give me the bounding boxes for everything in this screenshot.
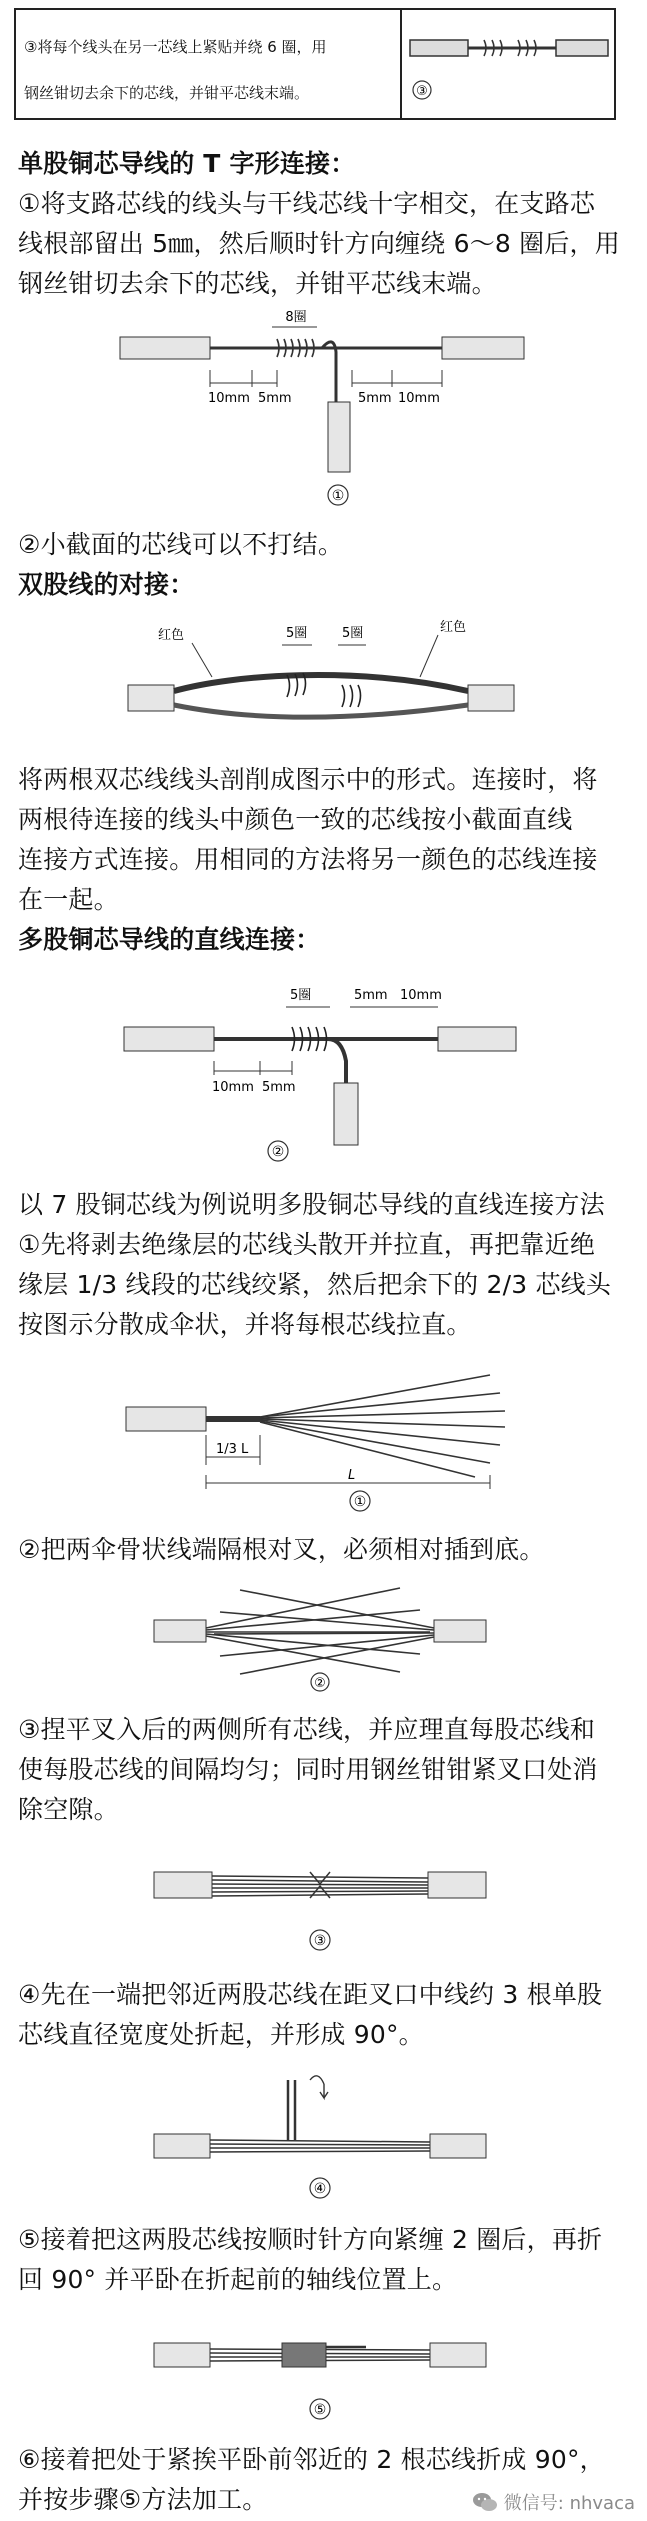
t-joint-step2: ②小截面的芯线可以不打结。 <box>18 530 344 559</box>
twin-wire-5turns-b: 5圈 <box>342 626 364 641</box>
t-joint-10mm-left: 10mm <box>208 391 250 406</box>
umbrella-third-label: 1/3 L <box>216 1442 249 1457</box>
multi-step2: ②把两伞骨状线端隔根对叉，必须相对插到底。 <box>18 1535 545 1564</box>
bend-up-fig-number: ④ <box>313 2181 327 2197</box>
wechat-icon <box>472 2491 498 2513</box>
t-joint-turns-label: 8圈 <box>285 310 307 325</box>
multi-joint-10mm-bottom: 10mm <box>212 1080 254 1095</box>
step-three-line-2: 钢丝钳切去余下的芯线，并钳平芯线末端。 <box>24 84 310 102</box>
multi-strand-intro: 以 7 股铜芯线为例说明多股铜芯导线的直线连接方法 <box>18 1190 605 1219</box>
multi-strand-joint-figure <box>120 965 520 1165</box>
twin-wire-text-line-3: 连接方式连接。用相同的方法将另一颜色的芯线连接 <box>18 845 598 874</box>
multi-strand-heading: 多股铜芯导线的直线连接： <box>18 925 321 954</box>
step-three-box <box>14 8 616 120</box>
multi-step6-line-2: 并按步骤⑤方法加工。 <box>18 2485 268 2514</box>
box-divider <box>400 10 402 118</box>
twin-wire-5turns-a: 5圈 <box>286 626 308 641</box>
multi-step5-line-1: ⑤接着把这两股芯线按顺时针方向紧缠 2 圈后，再折 <box>18 2225 603 2254</box>
multi-joint-5mm-top: 5mm <box>354 988 388 1003</box>
step-three-line-1: ③将每个线头在另一芯线上紧贴并绕 6 圈，用 <box>24 38 327 56</box>
t-joint-fig-number: ① <box>331 488 345 504</box>
multi-step1-line-3: 按图示分散成伞状，并将每根芯线拉直。 <box>18 1310 472 1339</box>
watermark-text: 微信号: nhvaca <box>503 2493 635 2514</box>
twin-wire-text-line-2: 两根待连接的线头中颜色一致的芯线按小截面直线 <box>18 805 573 834</box>
multi-step3-line-1: ③捏平叉入后的两侧所有芯线，并应理直每股芯线和 <box>18 1715 596 1744</box>
t-joint-5mm-right: 5mm <box>358 391 392 406</box>
umbrella-L-label: L <box>348 1468 356 1483</box>
multi-step4-line-2: 芯线直径宽度处折起，并形成 90°。 <box>18 2020 424 2049</box>
multi-step1-line-1: ①先将剥去绝缘层的芯线头散开并拉直，再把靠近绝 <box>18 1230 596 1259</box>
t-joint-step1-line-3: 钢丝钳切去余下的芯线，并钳平芯线末端。 <box>18 269 497 298</box>
pinch-flat-fig-number: ③ <box>313 1933 327 1949</box>
t-joint-10mm-right: 10mm <box>398 391 440 406</box>
multi-step5-line-2: 回 90° 并平卧在折起前的轴线位置上。 <box>18 2265 458 2294</box>
twin-wire-red-right: 红色 <box>440 620 467 635</box>
twin-wire-figure <box>122 605 522 740</box>
step-three-text <box>24 24 396 116</box>
multi-joint-5mm-bottom: 5mm <box>262 1080 296 1095</box>
multi-joint-5turns: 5圈 <box>290 988 312 1003</box>
wrap-two-turns-fig-number: ⑤ <box>313 2402 327 2418</box>
twin-wire-text-line-1: 将两根双芯线线头剖削成图示中的形式。连接时，将 <box>18 765 598 794</box>
multi-step4-line-1: ④先在一端把邻近两股芯线在距叉口中线约 3 根单股 <box>18 1980 603 2009</box>
t-joint-heading: 单股铜芯导线的 T 字形连接： <box>18 149 356 178</box>
interlace-fig-number: ② <box>314 1676 326 1691</box>
t-joint-step1-line-2: 线根部留出 5㎜，然后顺时针方向缠绕 6～8 圈后，用 <box>18 229 620 258</box>
pinch-flat-figure <box>150 1850 490 1960</box>
t-joint-5mm-left: 5mm <box>258 391 292 406</box>
multi-step1-line-2: 缘层 1/3 线段的芯线绞紧，然后把余下的 2/3 芯线头 <box>18 1270 612 1299</box>
multi-step6-line-1: ⑥接着把处于紧挨平卧前邻近的 2 根芯线折成 90°， <box>18 2445 605 2474</box>
step-three-fig-number: ③ <box>416 84 428 99</box>
twin-wire-red-left: 红色 <box>158 628 185 643</box>
multi-step3-line-2: 使每股芯线的间隔均匀；同时用钢丝钳钳紧叉口处消 <box>18 1755 598 1784</box>
bend-up-figure <box>150 2060 490 2205</box>
twin-wire-text-line-4: 在一起。 <box>18 885 119 914</box>
multi-step3-line-3: 除空隙。 <box>18 1795 119 1824</box>
umbrella-fig-number: ① <box>353 1494 367 1510</box>
umbrella-spread-figure <box>120 1365 520 1515</box>
twin-wire-heading: 双股线的对接： <box>18 570 195 599</box>
multi-joint-10mm-top: 10mm <box>400 988 442 1003</box>
interlace-figure <box>150 1580 490 1695</box>
twist-wire-illustration <box>406 18 612 112</box>
multi-joint-fig-number: ② <box>271 1144 285 1160</box>
wechat-watermark <box>472 2489 635 2515</box>
t-joint-figure <box>112 305 532 510</box>
wrap-two-turns-figure <box>150 2315 490 2430</box>
t-joint-step1-line-1: ①将支路芯线的线头与干线芯线十字相交，在支路芯 <box>18 189 596 218</box>
